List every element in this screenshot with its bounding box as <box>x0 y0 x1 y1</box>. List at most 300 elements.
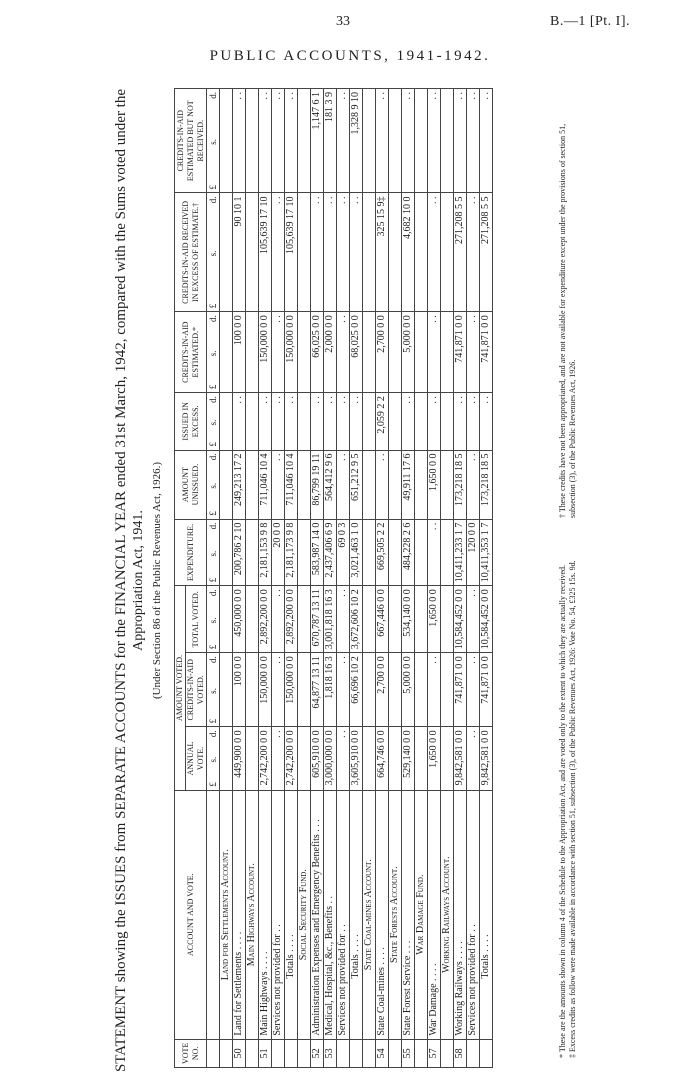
amount-cell: 100 0 0 <box>233 653 246 727</box>
amount-cell: . . <box>467 450 480 519</box>
amount-cell <box>441 519 454 586</box>
section-row <box>298 89 311 1068</box>
amount-cell: 651,212 9 5 <box>350 450 363 519</box>
amount-cell: 150,000 0 0 <box>259 312 272 393</box>
amount-cell: . . <box>350 393 363 450</box>
amount-cell: . . <box>467 586 480 653</box>
amount-cell: 670,787 13 11 <box>311 586 324 653</box>
account-name: Totals . . . . <box>350 790 363 1039</box>
amount-cell: 1,650 0 0 <box>428 586 441 653</box>
account-name: Administration Expenses and Emergency Benefits . . . <box>311 790 324 1039</box>
table-row <box>311 89 324 1068</box>
currency-row <box>207 89 220 1068</box>
amount-cell: 484,228 2 6 <box>402 519 415 586</box>
amount-cell: 150,000 0 0 <box>259 653 272 727</box>
currency-unit: s. <box>208 419 218 426</box>
amount-cell: . . <box>259 393 272 450</box>
account-heading: State Coal-mines Account. <box>363 790 376 1039</box>
vote-number <box>441 1039 454 1067</box>
currency-unit: s. <box>208 250 218 257</box>
amount-cell: 564,412 9 6 <box>324 450 337 519</box>
amount-cell <box>246 450 259 519</box>
currency-unit: s. <box>208 550 218 557</box>
amount-cell: . . <box>324 193 337 312</box>
amount-cell: 5,000 0 0 <box>402 312 415 393</box>
amount-cell: 120 0 0 <box>467 519 480 586</box>
amount-cell: . . <box>480 393 493 450</box>
amount-cell <box>246 393 259 450</box>
vote-number: 52 <box>311 1039 324 1067</box>
amount-cell: . . <box>337 450 350 519</box>
amount-cell <box>298 727 311 790</box>
account-name: State Forest Service . . . <box>402 790 415 1039</box>
amount-cell <box>246 727 259 790</box>
footnote-dagger: † These credits have not been appropriated, and are not available for expenditure except under the provisions of section 51, subsection (3), of the Public Revenues Act, 1926. <box>558 123 577 518</box>
vote-number: 55 <box>402 1039 415 1067</box>
amount-cell: 2,700 0 0 <box>376 653 389 727</box>
amount-cell: 181 3 9 <box>324 89 337 193</box>
amount-cell: 450,000 0 0 <box>233 586 246 653</box>
currency-unit: d. <box>208 730 218 738</box>
statement-line-1: STATEMENT showing the ISSUES from SEPARATE ACCOUNTS for the FINANCIAL YEAR ended 31st March, 1942, compared with the Sums voted under the <box>113 88 129 1073</box>
currency-cell <box>207 727 220 790</box>
amount-cell <box>220 312 233 393</box>
amount-cell: 583,987 14 0 <box>311 519 324 586</box>
statement-line-3: (Under Section 86 of the Public Revenues Act, 1926.) <box>151 461 163 700</box>
amount-cell: . . <box>324 393 337 450</box>
account-name: Totals . . . . <box>285 790 298 1039</box>
amount-cell: 2,700 0 0 <box>376 312 389 393</box>
col-unissued: AMOUNT UNISSUED. <box>175 450 207 519</box>
amount-cell <box>298 89 311 193</box>
amount-cell: 669,505 2 2 <box>376 519 389 586</box>
amount-cell: 64,877 13 11 <box>311 653 324 727</box>
amount-cell: 68,025 0 0 <box>350 312 363 393</box>
amount-cell <box>389 519 402 586</box>
currency-cell <box>207 653 220 727</box>
amount-cell: . . <box>337 312 350 393</box>
footnotes <box>558 98 578 1058</box>
footnote-ddagger: ‡ Excess credits as follow were made available in accordance with section 51, subsection (3), of the Public Revenues Act, 1926: Vote No. 54, £325 15s. 9d. <box>568 560 577 1058</box>
amount-cell: 605,910 0 0 <box>311 727 324 790</box>
col-credits-estimated: CREDITS-IN-AID ESTIMATED.* <box>175 312 207 393</box>
section-row <box>363 89 376 1068</box>
amount-cell: . . <box>272 393 285 450</box>
currency-unit: £ <box>208 303 218 309</box>
amount-cell <box>415 193 428 312</box>
amount-cell <box>298 653 311 727</box>
amount-cell <box>246 193 259 312</box>
amount-cell <box>441 653 454 727</box>
amount-cell: 2,181,173 9 8 <box>285 519 298 586</box>
amount-cell <box>220 89 233 193</box>
vote-number <box>298 1039 311 1067</box>
amount-cell: 711,046 10 4 <box>285 450 298 519</box>
amount-cell <box>415 393 428 450</box>
vote-number <box>220 1039 233 1067</box>
account-name: State Coal-mines . . . . <box>376 790 389 1039</box>
footnote-star: * These are the amounts shown in column 4 of the Schedule to the Appropriation Act, and are voted only to the extent to which they are actually received. <box>558 564 567 1058</box>
amount-cell: 2,059 2 2 <box>376 393 389 450</box>
vote-number: 57 <box>428 1039 441 1067</box>
section-row <box>220 89 233 1068</box>
amount-cell <box>389 586 402 653</box>
page-number: 33 <box>336 14 350 29</box>
currency-unit: d. <box>208 453 218 461</box>
totals-row <box>350 89 363 1068</box>
amount-cell <box>363 450 376 519</box>
vote-number <box>350 1039 363 1067</box>
vote-number <box>272 1039 285 1067</box>
amount-cell: 711,046 10 4 <box>259 450 272 519</box>
vote-number <box>389 1039 402 1067</box>
amount-cell: 529,140 0 0 <box>402 727 415 790</box>
amount-cell: 10,411,233 1 7 <box>454 519 467 586</box>
amount-cell: 66,696 10 2 <box>350 653 363 727</box>
amount-cell <box>246 519 259 586</box>
amount-cell: 741,871 0 0 <box>454 653 467 727</box>
amount-cell: 1,650 0 0 <box>428 450 441 519</box>
col-credits-excess: CREDITS-IN-AID RECEIVED IN EXCESS OF ESTIMATE.† <box>175 193 207 312</box>
document-reference: B.—1 [Pt. I]. <box>550 14 630 29</box>
section-row <box>389 89 402 1068</box>
vote-number: 50 <box>233 1039 246 1067</box>
amount-cell <box>298 393 311 450</box>
amount-cell <box>220 393 233 450</box>
amount-cell: 9,842,581 0 0 <box>454 727 467 790</box>
account-heading: Main Highways Account. <box>246 790 259 1039</box>
amount-cell <box>298 193 311 312</box>
amount-cell: . . <box>428 312 441 393</box>
section-row <box>441 89 454 1068</box>
amount-cell <box>220 519 233 586</box>
amount-cell: 173,218 18 5 <box>454 450 467 519</box>
amount-cell: 3,000,000 0 0 <box>324 727 337 790</box>
amount-cell: . . <box>337 653 350 727</box>
amount-cell: 3,021,463 1 0 <box>350 519 363 586</box>
currency-cell <box>207 393 220 450</box>
currency-unit: d. <box>208 522 218 530</box>
amount-cell: . . <box>428 193 441 312</box>
currency-unit: d. <box>208 315 218 323</box>
amount-cell <box>415 89 428 193</box>
amount-cell <box>363 519 376 586</box>
amount-cell: . . <box>233 89 246 193</box>
amount-cell <box>415 450 428 519</box>
col-amount-voted: AMOUNT VOTED. <box>175 586 186 790</box>
amount-cell: 1,818 16 3 <box>324 653 337 727</box>
amount-cell: 5,000 0 0 <box>402 653 415 727</box>
amount-cell: . . <box>428 89 441 193</box>
amount-cell: 2,000 0 0 <box>324 312 337 393</box>
currency-cell <box>207 519 220 586</box>
vote-number: 54 <box>376 1039 389 1067</box>
vote-number <box>285 1039 298 1067</box>
amount-cell: . . <box>285 89 298 193</box>
amount-cell: 173,218 18 5 <box>480 450 493 519</box>
amount-cell: 2,892,200 0 0 <box>259 586 272 653</box>
amount-cell: . . <box>272 727 285 790</box>
table-row <box>454 89 467 1068</box>
table-row <box>428 89 441 1068</box>
amount-cell: . . <box>376 89 389 193</box>
account-heading: Social Security Fund. <box>298 790 311 1039</box>
totals-row <box>285 89 298 1068</box>
amount-cell: 3,672,606 10 2 <box>350 586 363 653</box>
amount-cell: . . <box>467 393 480 450</box>
amount-cell: 10,584,452 0 0 <box>454 586 467 653</box>
amount-cell: 9,842,581 0 0 <box>480 727 493 790</box>
amount-cell: 741,871 0 0 <box>480 312 493 393</box>
amount-cell: . . <box>272 193 285 312</box>
currency-cell <box>207 193 220 312</box>
amount-cell: . . <box>337 393 350 450</box>
rotated-statement <box>112 83 620 1078</box>
currency-unit: £ <box>208 718 218 724</box>
currency-unit: s. <box>208 138 218 145</box>
amount-cell: . . <box>311 393 324 450</box>
amount-cell <box>441 89 454 193</box>
section-row <box>246 89 259 1068</box>
amount-cell: . . <box>272 586 285 653</box>
amount-cell <box>363 727 376 790</box>
amount-cell <box>441 727 454 790</box>
amount-cell: 2,742,200 0 0 <box>259 727 272 790</box>
amount-cell <box>246 653 259 727</box>
amount-cell <box>441 193 454 312</box>
amount-cell: 49,911 17 6 <box>402 450 415 519</box>
currency-unit: d. <box>208 396 218 403</box>
amount-cell: 1,147 6 1 <box>311 89 324 193</box>
account-name: Land for Settlements . . . . <box>233 790 246 1039</box>
amount-cell: 667,446 0 0 <box>376 586 389 653</box>
amount-cell: . . <box>337 89 350 193</box>
amount-cell: 200,786 2 10 <box>233 519 246 586</box>
amount-cell <box>415 519 428 586</box>
table-row <box>402 89 415 1068</box>
amount-cell <box>363 193 376 312</box>
amount-cell: 1,650 0 0 <box>428 727 441 790</box>
vote-number: 58 <box>454 1039 467 1067</box>
vote-number <box>246 1039 259 1067</box>
amount-cell <box>441 393 454 450</box>
amount-cell <box>363 393 376 450</box>
amount-cell: . . <box>350 193 363 312</box>
amount-cell: 2,742,200 0 0 <box>285 727 298 790</box>
statement-heading <box>112 83 166 1078</box>
amount-cell: 100 0 0 <box>233 312 246 393</box>
vote-number <box>467 1039 480 1067</box>
amount-cell: . . <box>272 450 285 519</box>
amount-cell: . . <box>428 519 441 586</box>
amount-cell: 150,000 0 0 <box>285 312 298 393</box>
currency-unit: £ <box>208 511 218 516</box>
amount-cell <box>220 586 233 653</box>
amount-cell: 2,892,200 0 0 <box>285 586 298 653</box>
table-row <box>272 89 285 1068</box>
currency-unit: s. <box>208 756 218 763</box>
amount-cell <box>363 586 376 653</box>
amount-cell <box>363 653 376 727</box>
amount-cell <box>246 586 259 653</box>
amount-cell: 534,140 0 0 <box>402 586 415 653</box>
currency-unit: s. <box>208 688 218 694</box>
amount-cell: 10,411,353 1 7 <box>480 519 493 586</box>
table-row <box>233 89 246 1068</box>
amount-cell: . . <box>285 393 298 450</box>
account-name: Services not provided for . . <box>337 790 350 1039</box>
vote-number <box>480 1039 493 1067</box>
currency-unit: £ <box>208 184 218 190</box>
amount-cell: . . <box>259 89 272 193</box>
amount-cell: 449,900 0 0 <box>233 727 246 790</box>
amount-cell <box>389 312 402 393</box>
amount-cell <box>441 586 454 653</box>
amount-cell: 66,025 0 0 <box>311 312 324 393</box>
amount-cell: . . <box>467 312 480 393</box>
amount-cell: . . <box>467 89 480 193</box>
amount-cell <box>389 193 402 312</box>
table-row <box>467 89 480 1068</box>
amount-cell: . . <box>337 586 350 653</box>
amount-cell <box>220 193 233 312</box>
currency-unit: s. <box>208 350 218 357</box>
currency-unit: £ <box>208 442 218 447</box>
totals-row <box>480 89 493 1068</box>
amount-cell <box>441 450 454 519</box>
account-heading: State Forests Account. <box>389 790 402 1039</box>
account-name: Services not provided for . . <box>272 790 285 1039</box>
table-row <box>324 89 337 1068</box>
amount-cell <box>220 727 233 790</box>
account-name: Services not provided for . . <box>467 790 480 1039</box>
amount-cell <box>220 653 233 727</box>
table-row <box>337 89 350 1068</box>
col-excess: ISSUED IN EXCESS. <box>175 393 207 450</box>
amount-cell: 249,213 17 2 <box>233 450 246 519</box>
amount-cell: 271,208 5 5 <box>454 193 467 312</box>
vote-number <box>415 1039 428 1067</box>
amount-cell: . . <box>454 89 467 193</box>
amount-cell <box>415 727 428 790</box>
amount-cell: 90 10 1 <box>233 193 246 312</box>
account-heading: Working Railways Account. <box>441 790 454 1039</box>
vote-number <box>337 1039 350 1067</box>
amount-cell <box>298 312 311 393</box>
amount-cell: 3,001,818 16 3 <box>324 586 337 653</box>
amount-cell: . . <box>272 653 285 727</box>
amount-cell: . . <box>467 653 480 727</box>
account-name: Main Highways . . . . <box>259 790 272 1039</box>
amount-cell: . . <box>467 193 480 312</box>
table-row <box>259 89 272 1068</box>
amount-cell: 150,000 0 0 <box>285 653 298 727</box>
amount-cell <box>415 653 428 727</box>
account-heading: War Damage Fund. <box>415 790 428 1039</box>
amount-cell: 105,639 17 10 <box>259 193 272 312</box>
amount-cell <box>298 586 311 653</box>
amount-cell <box>298 450 311 519</box>
amount-cell <box>389 653 402 727</box>
statement-line-2: Appropriation Act, 1941. <box>131 510 146 651</box>
col-credits-not-received: CREDITS-IN-AID ESTIMATED BUT NOT RECEIVED. <box>175 89 207 193</box>
currency-unit: s. <box>208 617 218 624</box>
currency-unit: £ <box>208 577 218 583</box>
amount-cell: . . <box>428 393 441 450</box>
amount-cell: 741,871 0 0 <box>480 653 493 727</box>
account-name: War Damage . . . . <box>428 790 441 1039</box>
vote-number: 51 <box>259 1039 272 1067</box>
amount-cell: 325 15 9‡ <box>376 193 389 312</box>
currency-cell <box>207 312 220 393</box>
amount-cell: 664,746 0 0 <box>376 727 389 790</box>
amount-cell: . . <box>402 393 415 450</box>
amount-cell <box>389 393 402 450</box>
amount-cell: . . <box>376 450 389 519</box>
amount-cell: 741,871 0 0 <box>454 312 467 393</box>
vote-number: 53 <box>324 1039 337 1067</box>
amount-cell: . . <box>272 312 285 393</box>
amount-cell <box>246 312 259 393</box>
amount-cell: . . <box>428 653 441 727</box>
amount-cell <box>363 89 376 193</box>
col-total-voted: TOTAL VOTED. <box>186 586 207 653</box>
amount-cell: . . <box>454 393 467 450</box>
amount-cell <box>389 89 402 193</box>
page-title: PUBLIC ACCOUNTS, 1941-1942. <box>209 48 491 64</box>
currency-cell <box>207 89 220 193</box>
amount-cell <box>298 519 311 586</box>
amount-cell <box>246 89 259 193</box>
currency-unit: £ <box>208 644 218 650</box>
currency-unit: d. <box>208 92 218 99</box>
amount-cell: 2,437,406 6 9 <box>324 519 337 586</box>
amount-cell: 20 0 0 <box>272 519 285 586</box>
amount-cell <box>441 312 454 393</box>
amount-cell: 1,328 9 10 <box>350 89 363 193</box>
col-credits-voted: CREDITS-IN-AID VOTED. <box>186 653 207 727</box>
col-account: ACCOUNT AND VOTE. <box>175 790 207 1039</box>
amount-cell: 3,605,910 0 0 <box>350 727 363 790</box>
col-annual-vote: ANNUAL VOTE. <box>186 727 207 790</box>
amount-cell <box>363 312 376 393</box>
table-row <box>376 89 389 1068</box>
account-heading: Land for Settlements Account. <box>220 790 233 1039</box>
currency-unit: d. <box>208 196 218 204</box>
col-vote-no: VOTE NO. <box>175 1039 207 1067</box>
section-row <box>415 89 428 1068</box>
col-expenditure: EXPENDITURE. <box>175 519 207 586</box>
currency-unit: £ <box>208 384 218 390</box>
amount-cell: . . <box>467 727 480 790</box>
currency-unit: £ <box>208 782 218 787</box>
currency-unit: d. <box>208 589 218 597</box>
amount-cell: 86,799 19 11 <box>311 450 324 519</box>
amount-cell <box>389 450 402 519</box>
amount-cell: 10,584,452 0 0 <box>480 586 493 653</box>
currency-unit: s. <box>208 482 218 489</box>
currency-cell <box>207 586 220 653</box>
amount-cell <box>415 586 428 653</box>
amount-cell: . . <box>480 89 493 193</box>
amount-cell: 105,639 17 10 <box>285 193 298 312</box>
amount-cell: 271,208 5 5 <box>480 193 493 312</box>
amount-cell: . . <box>337 727 350 790</box>
amount-cell: 2,181,153 9 8 <box>259 519 272 586</box>
account-name: Working Railways . . . . <box>454 790 467 1039</box>
amount-cell: . . <box>233 393 246 450</box>
amount-cell <box>389 727 402 790</box>
